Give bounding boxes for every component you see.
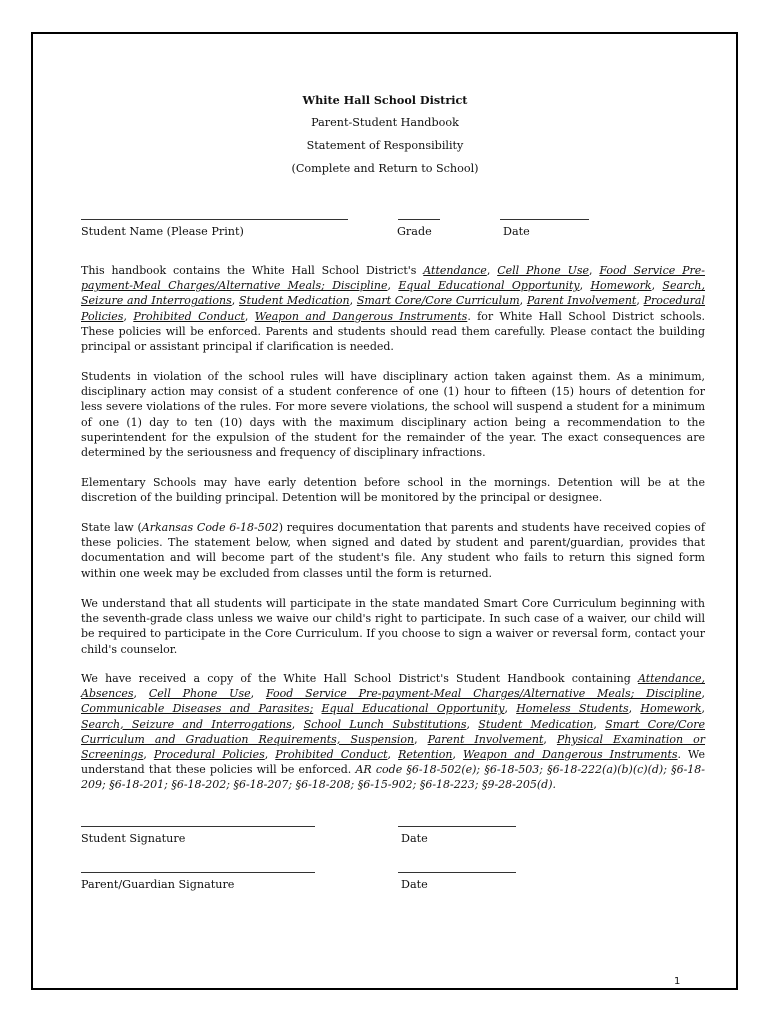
policy-link[interactable]: School Lunch Substitutions bbox=[303, 717, 467, 731]
para4-lead: State law ( bbox=[81, 521, 142, 534]
parent-signature-label: Parent/Guardian Signature bbox=[81, 878, 235, 891]
handbook-title: Parent-Student Handbook bbox=[311, 116, 459, 129]
policy-link[interactable]: Weapon and Dangerous Instruments bbox=[254, 309, 468, 323]
student-name-label: Student Name (Please Print) bbox=[81, 225, 244, 238]
parent-date-label: Date bbox=[401, 878, 428, 891]
policy-link[interactable]: Attendance bbox=[423, 264, 487, 277]
date-label: Date bbox=[503, 225, 530, 238]
grade-label: Grade bbox=[397, 225, 432, 238]
policy-link[interactable]: Prohibited Conduct bbox=[275, 748, 388, 762]
student-signature-label: Student Signature bbox=[81, 832, 186, 845]
policy-link[interactable]: Search, Seizure and Interrogations bbox=[81, 717, 292, 731]
paragraph-discipline: Students in violation of the school rules will have disciplinary action taken against them. As a minimum, disciplinary action may consist of a student conference of one (1) hour to fifteen (15) hours of detention for less severe violations of the rules. For more severe violations, the school will suspend a student for a minimum of one (1) day to ten (10) days with the maximum disciplinary action being a recommendation to the superintendent for the expulsion of the student for the remainder of the year. The exact consequences are determined by the seriousness and frequency of disciplinary infractions. bbox=[81, 370, 705, 460]
policy-link[interactable]: Procedural Policies bbox=[81, 294, 706, 323]
parent-date-line[interactable] bbox=[398, 872, 516, 873]
policy-link[interactable]: Equal Educational Opportunity bbox=[398, 279, 580, 293]
para6-lead: We have received a copy of the White Hall School District's Student Handbook containing bbox=[81, 672, 638, 685]
policy-link[interactable]: Smart Core/Core Curriculum and Graduation Requirements, Suspension bbox=[81, 717, 705, 746]
statement-title: Statement of Responsibility bbox=[306, 139, 464, 152]
paragraph-smart-core: We understand that all students will participate in the state mandated Smart Core Curriculum beginning with the seventh-grade class unless we waive our child's right to participate. In such case of a waiver, our child will be required to participate in the Core Curriculum. If you choose to sign a waiver or reversal form, contact your child's counselor. bbox=[81, 597, 705, 656]
student-date-line[interactable] bbox=[398, 826, 516, 827]
date-line[interactable] bbox=[500, 219, 589, 220]
policy-link[interactable]: Homework bbox=[590, 279, 652, 293]
parent-signature-line[interactable] bbox=[81, 872, 315, 873]
para4-tail: ) requires documentation that parents and students have received copies of these policies. The statement below, when signed and dated by student and parent/guardian, provides that documentation and will become part of the student's file. Any student who fails to return this signed form within one week may be excluded from classes until the form is returned. bbox=[81, 521, 705, 580]
paragraph-handbook-contents: This handbook contains the White Hall School District's Attendance, Cell Phone Use, Food Service Pre-payment-Meal Charges/Alternative Meals; Discipline, Equal Educational Opportunity, Homework, Search, Seizure and Interrogations, Student Medication, Smart Core/Core Curriculum, Parent Involvement, Procedural Policies, Prohibited Conduct, Weapon and Dangerous Instruments. for White Hall School District schools. These policies will be enforced. Parents and students should read them carefully. Please contact the building principal or assistant principal if clarification is needed. bbox=[81, 264, 706, 354]
policy-link[interactable]: Homeless Students bbox=[516, 702, 629, 716]
policy-link[interactable]: Student Medication bbox=[478, 717, 594, 731]
page-border bbox=[31, 32, 738, 990]
policy-link[interactable]: Communicable Diseases and Parasites; bbox=[81, 702, 314, 716]
policy-link[interactable]: Weapon and Dangerous Instruments bbox=[463, 748, 678, 762]
policy-link[interactable]: Cell Phone Use bbox=[497, 264, 589, 277]
paragraph-state-law bbox=[81, 520, 705, 581]
policy-link[interactable]: Food Service Pre-payment-Meal Charges/Alternative Meals; Discipline bbox=[265, 687, 702, 701]
policy-link[interactable]: Cell Phone Use bbox=[148, 687, 251, 701]
policy-link[interactable]: Parent Involvement bbox=[526, 294, 637, 308]
policy-link[interactable]: Retention bbox=[398, 748, 453, 762]
district-title: White Hall School District bbox=[302, 93, 468, 107]
page-number: 1 bbox=[674, 976, 681, 987]
student-date-label: Date bbox=[401, 832, 428, 845]
policy-link[interactable]: Food Service Pre-payment-Meal Charges/Alternative Meals; Discipline bbox=[81, 264, 705, 293]
ar-code-list: AR code §6-18-502(e); §6-18-503; §6-18-222(a)(b)(c)(d); §6-18-209; §6-18-201; §6-18-202; §6-18-207; §6-18-208; §6-15-902; §6-18-223; §9-28-205(d). bbox=[81, 763, 706, 792]
policy-link[interactable]: Search, Seizure and Interrogations bbox=[81, 279, 706, 308]
policy-link[interactable]: Parent Involvement bbox=[427, 732, 544, 746]
policy-link[interactable]: Procedural Policies bbox=[153, 748, 265, 762]
student-signature-line[interactable] bbox=[81, 826, 315, 827]
grade-line[interactable] bbox=[398, 219, 440, 220]
para1-tail: for White Hall School District schools. These policies will be enforced. Parents and students should read them carefully. Please contact the building principal or assistant principal if clarification is needed. bbox=[81, 309, 706, 354]
policy-link[interactable]: Prohibited Conduct bbox=[133, 309, 245, 323]
policy-link[interactable]: Homework bbox=[640, 702, 702, 716]
arkansas-code: Arkansas Code 6-18-502 bbox=[141, 521, 279, 534]
paragraph-acknowledgement: We have received a copy of the White Hall School District's Student Handbook containing Attendance, Absences, Cell Phone Use, Food Service Pre-payment-Meal Charges/Alternative Meals; Discipline, Communicable Diseases and Parasites; Equal Educational Opportunity, Homeless Students, Homework, Search, Seizure and Interrogations, School Lunch Substitutions, Student Medication, Smart Core/Core Curriculum and Graduation Requirements, Suspension, Parent Involvement, Physical Examination or Screenings, Procedural Policies, Prohibited Conduct, Retention, Weapon and Dangerous Instruments. We understand that these policies will be enforced. AR code §6-18-502(e); §6-18-503; §6-18-222(a)(b)(c)(d); §6-18-209; §6-18-201; §6-18-202; §6-18-207; §6-18-208; §6-15-902; §6-18-223; §9-28-205(d). bbox=[81, 672, 706, 792]
paragraph-detention: Elementary Schools may have early detention before school in the mornings. Detention will be at the discretion of the building principal. Detention will be monitored by the principal or designee. bbox=[81, 476, 705, 505]
student-name-line[interactable] bbox=[81, 219, 348, 220]
para1-lead: This handbook contains the White Hall School District's bbox=[81, 264, 424, 277]
policy-link[interactable]: Equal Educational Opportunity bbox=[321, 702, 505, 716]
para6-middle: . We understand that these policies will be enforced. bbox=[81, 748, 705, 777]
policy-link[interactable]: Student Medication bbox=[239, 294, 350, 308]
policy-link[interactable]: Smart Core/Core Curriculum bbox=[356, 294, 520, 308]
return-instruction: (Complete and Return to School) bbox=[291, 162, 479, 175]
policy-link[interactable]: Attendance, Absences bbox=[81, 672, 705, 701]
policy-link[interactable]: Physical Examination or Screenings bbox=[81, 732, 705, 762]
